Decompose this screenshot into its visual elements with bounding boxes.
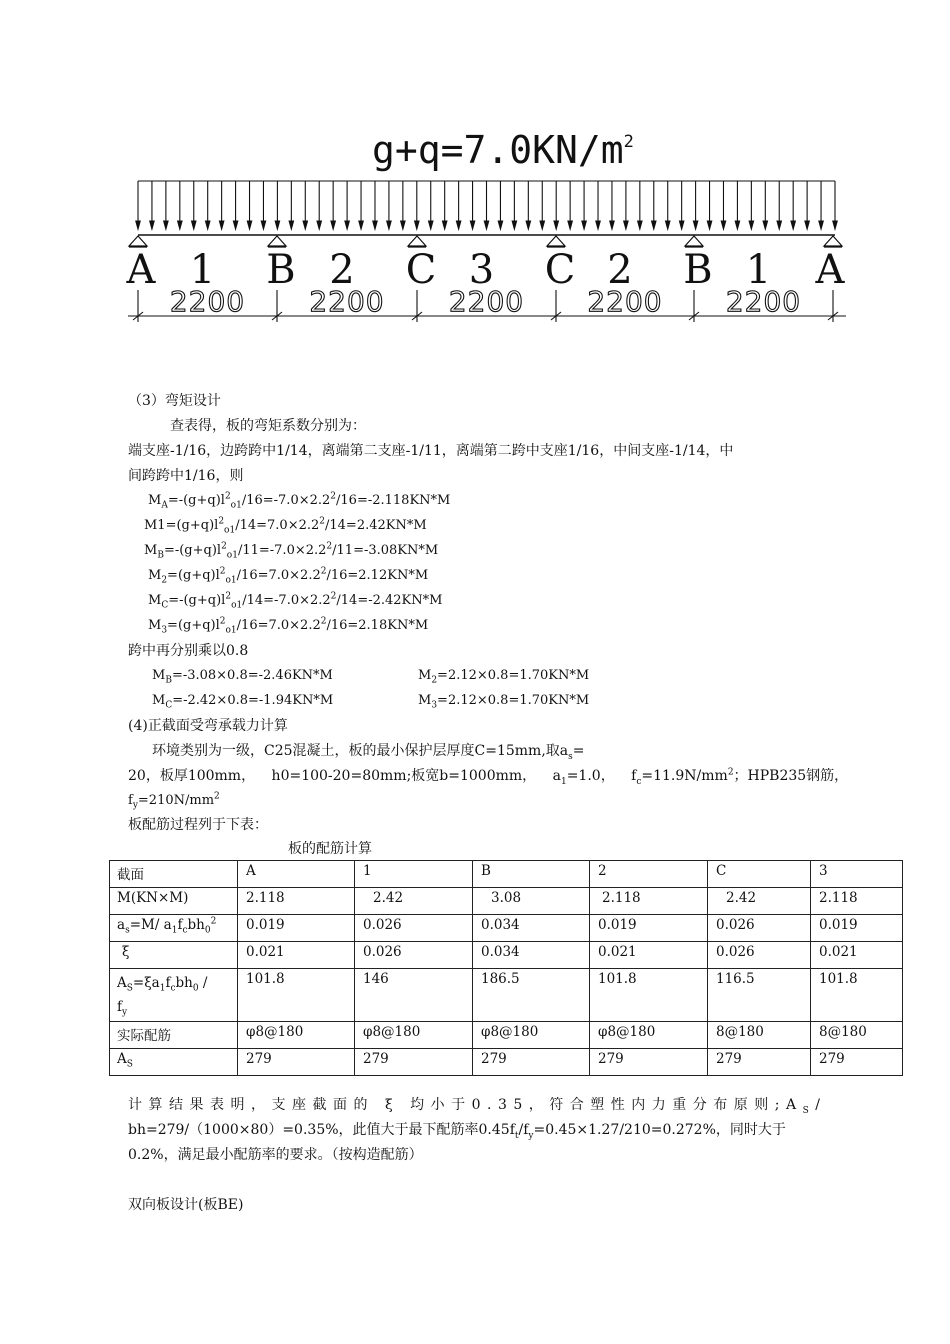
parameters-line: 20，板厚100mm， h0=100-20=80mm;板宽b=1000mm， $a_1=1.0$， $f_c=11.9N/mm^2$；HPB235钢筋，: [128, 767, 849, 787]
table-cell: 279: [473, 1049, 590, 1076]
load-arrowhead: [247, 221, 251, 229]
row-label: $a_s=M/$ $a_1f_cbh_0^2$: [110, 915, 238, 942]
table-cell: 186.5: [473, 969, 590, 1022]
coef-line-1: 端支座-1/16，边跨跨中1/14，离端第二支座-1/11，离端第二跨中支座1/16，中间支座-1/14，中: [128, 443, 734, 459]
distributed-load-arrows: [136, 181, 837, 229]
support-label: B: [266, 247, 296, 293]
table-cell: φ8@180: [238, 1022, 355, 1049]
support-triangle: [547, 236, 565, 246]
load-arrowhead: [610, 221, 614, 229]
table-cell: 0.026: [708, 942, 811, 969]
table-cell: 279: [355, 1049, 473, 1076]
table-header: B: [473, 861, 590, 888]
load-arrowhead: [456, 221, 460, 229]
load-arrowhead: [429, 221, 433, 229]
load-label: $g+q=7.0KN/m^2$: [372, 128, 634, 172]
table-cell: 0.026: [708, 915, 811, 942]
load-arrowhead: [331, 221, 335, 229]
row-label: 实际配筋: [110, 1022, 238, 1049]
support-label: C: [405, 247, 437, 293]
table-cell: 101.8: [238, 969, 355, 1022]
reduced-mb: $M_B=-3.08\times 0.8=-2.46KN*M$: [152, 668, 333, 686]
load-arrowhead: [777, 221, 781, 229]
section-3-heading: （3）弯矩设计: [128, 393, 221, 409]
table-cell: 0.026: [355, 915, 473, 942]
support-triangle: [129, 236, 147, 246]
span-length-label: 2200: [725, 285, 802, 318]
span-number-label: 1: [745, 247, 772, 293]
load-arrowhead: [749, 221, 753, 229]
span-length-label: 2200: [309, 285, 385, 318]
table-header: 2: [590, 861, 708, 888]
load-arrowhead: [638, 221, 642, 229]
load-arrowhead: [470, 221, 474, 229]
table-header: 1: [355, 861, 473, 888]
table-cell: 116.5: [708, 969, 811, 1022]
load-arrowhead: [652, 221, 656, 229]
load-arrowhead: [387, 221, 391, 229]
table-cell: 279: [811, 1049, 903, 1076]
load-arrowhead: [303, 221, 307, 229]
table-cell: φ8@180: [355, 1022, 473, 1049]
span-number-label: 2: [607, 247, 633, 293]
table-caption: 板的配筋计算: [288, 841, 372, 857]
support-label: A: [815, 247, 845, 293]
table-cell: 0.019: [590, 915, 708, 942]
table-cell: 0.034: [473, 915, 590, 942]
load-arrowhead: [624, 221, 628, 229]
next-section-heading: 双向板设计(板BE): [128, 1197, 244, 1213]
table-cell: 0.021: [238, 942, 355, 969]
table-cell: 279: [238, 1049, 355, 1076]
table-cell: 0.026: [355, 942, 473, 969]
row-label: M(KN×M): [110, 888, 238, 915]
load-arrowhead: [484, 221, 488, 229]
support-label: A: [126, 247, 156, 293]
support-label: B: [683, 247, 713, 293]
table-intro: 板配筋过程列于下表：: [128, 817, 268, 833]
table-cell: 279: [708, 1049, 811, 1076]
fy-line: $f_y=210N/mm^2$: [128, 791, 220, 811]
dimension-line: [128, 285, 846, 322]
load-arrowhead: [442, 221, 446, 229]
table-cell: 146: [355, 969, 473, 1022]
table-cell: 2.118: [811, 888, 903, 915]
load-arrowhead: [275, 221, 279, 229]
load-arrowhead: [498, 221, 502, 229]
formula-mb: $M_B=-(g+q)l^2_{o1}/11=-7.0\times 2.2^2/11=-3.08KN*M$: [144, 541, 439, 561]
span-number-label: 3: [468, 247, 495, 293]
reduced-mc: $M_C=-2.42\times 0.8=-1.94KN*M$: [152, 693, 334, 711]
formula-ma: $M_A=-(g+q)l^2_{o1}/16=-7.0\times 2.2^2/16=-2.118KN*M$: [148, 491, 451, 511]
table-row-actual-bars: [110, 1022, 903, 1049]
table-cell: 279: [590, 1049, 708, 1076]
support-triangle: [268, 236, 286, 246]
continuous-beam-diagram: [0, 0, 950, 340]
row-label: $A_S$: [110, 1049, 238, 1076]
conclusion-line-1: 计算结果表明，支座截面的 ξ 均小于0.35，符合塑性内力重分布原则$;A_S/$: [128, 1097, 827, 1116]
table-row-alpha-s: [110, 915, 903, 942]
environment-line: 环境类别为一级，C25混凝土，板的最小保护层厚度C=15mm,取$a_s=$: [152, 743, 585, 762]
table-header: 截面: [110, 861, 238, 888]
load-arrowhead: [582, 221, 586, 229]
load-arrowhead: [289, 221, 293, 229]
table-cell: 8@180: [708, 1022, 811, 1049]
load-arrowhead: [164, 221, 168, 229]
table-cell: 101.8: [811, 969, 903, 1022]
coef-line-2: 间跨跨中1/16，则: [128, 468, 244, 484]
load-arrowhead: [261, 221, 265, 229]
coef-intro: 查表得，板的弯矩系数分别为：: [170, 418, 366, 434]
load-arrowhead: [693, 221, 697, 229]
table-cell: 2.118: [238, 888, 355, 915]
formula-m3: $M_3=(g+q)l^2_{o1}/16=7.0\times 2.2^2/16=2.18KN*M$: [148, 616, 429, 636]
load-arrowhead: [791, 221, 795, 229]
table-header: C: [708, 861, 811, 888]
load-arrowhead: [554, 221, 558, 229]
table-header: 3: [811, 861, 903, 888]
reduced-m2: $M_2=2.12\times 0.8=1.70KN*M$: [418, 668, 590, 686]
load-arrowhead: [666, 221, 670, 229]
load-arrowhead: [721, 221, 725, 229]
load-arrowhead: [540, 221, 544, 229]
load-arrowhead: [317, 221, 321, 229]
table-cell: φ8@180: [590, 1022, 708, 1049]
table-header-row: [110, 861, 903, 888]
table-cell: 0.021: [590, 942, 708, 969]
formula-m2: $M_2=(g+q)l^2_{o1}/16=7.0\times 2.2^2/16=2.12KN*M$: [148, 566, 429, 586]
load-arrowhead: [735, 221, 739, 229]
reinforcement-table: [109, 860, 903, 1076]
row-label: $A_S=\xi a_1f_cbh_0$ / $f_y$: [110, 969, 238, 1022]
multiplier-line: 跨中再分别乘以0.8: [128, 643, 249, 659]
load-arrowhead: [192, 221, 196, 229]
load-arrowhead: [401, 221, 405, 229]
load-arrowhead: [526, 221, 530, 229]
support-symbols: [129, 236, 842, 247]
span-length-label: 2200: [448, 285, 525, 318]
table-cell: 2.42: [355, 888, 473, 915]
load-arrowhead: [763, 221, 767, 229]
formula-mc: $M_C=-(g+q)l^2_{o1}/14=-7.0\times 2.2^2/14=-2.42KN*M$: [148, 591, 443, 611]
conclusion-line-3: 0.2%，满足最小配筋率的要求。（按构造配筋）: [128, 1147, 423, 1163]
row-label: ξ: [110, 942, 238, 969]
table-cell: 0.034: [473, 942, 590, 969]
table-cell: 2.118: [590, 888, 708, 915]
load-arrowhead: [233, 221, 237, 229]
support-triangle: [408, 236, 426, 246]
table-row-as-required: [110, 969, 903, 1022]
table-cell: φ8@180: [473, 1022, 590, 1049]
load-arrowhead: [707, 221, 711, 229]
load-arrowhead: [512, 221, 516, 229]
table-cell: 0.019: [238, 915, 355, 942]
load-arrowhead: [568, 221, 572, 229]
load-arrowhead: [206, 221, 210, 229]
table-cell: 2.42: [708, 888, 811, 915]
span-length-label: 2200: [587, 285, 663, 318]
load-arrowhead: [345, 221, 349, 229]
load-arrowhead: [359, 221, 363, 229]
section-4-heading: (4)正截面受弯承载力计算: [128, 718, 288, 734]
load-arrowhead: [415, 221, 419, 229]
table-row-moment: [110, 888, 903, 915]
formula-m1: $M1=(g+q)l^2_{o1}/14=7.0\times 2.2^2/14=2.42KN*M$: [144, 516, 427, 536]
table-cell: 0.019: [811, 915, 903, 942]
load-arrowhead: [219, 221, 223, 229]
table-cell: 8@180: [811, 1022, 903, 1049]
span-number-label: 1: [189, 247, 216, 293]
load-arrowhead: [833, 221, 837, 229]
load-arrowhead: [596, 221, 600, 229]
table-cell: 0.021: [811, 942, 903, 969]
table-cell: 101.8: [590, 969, 708, 1022]
span-number-label: 2: [329, 247, 355, 293]
table-cell: 3.08: [473, 888, 590, 915]
span-length-label: 2200: [169, 285, 246, 318]
table-header: A: [238, 861, 355, 888]
reduced-m3: $M_3=2.12\times 0.8=1.70KN*M$: [418, 693, 590, 711]
support-triangle: [685, 236, 703, 246]
load-arrowhead: [150, 221, 154, 229]
load-arrowhead: [819, 221, 823, 229]
table-row-as-provided: [110, 1049, 903, 1076]
load-arrowhead: [679, 221, 683, 229]
load-arrowhead: [136, 221, 140, 229]
support-triangle: [824, 236, 842, 246]
table-row-xi: [110, 942, 903, 969]
load-arrowhead: [178, 221, 182, 229]
conclusion-line-2: bh=279/（1000×80）=0.35%，此值大于最下配筋率$0.45f_t/f_y=0.45\times 1.27/210=0.272\%$，同时大于: [128, 1122, 786, 1141]
load-arrowhead: [373, 221, 377, 229]
load-arrowhead: [805, 221, 809, 229]
support-label: C: [544, 247, 576, 293]
